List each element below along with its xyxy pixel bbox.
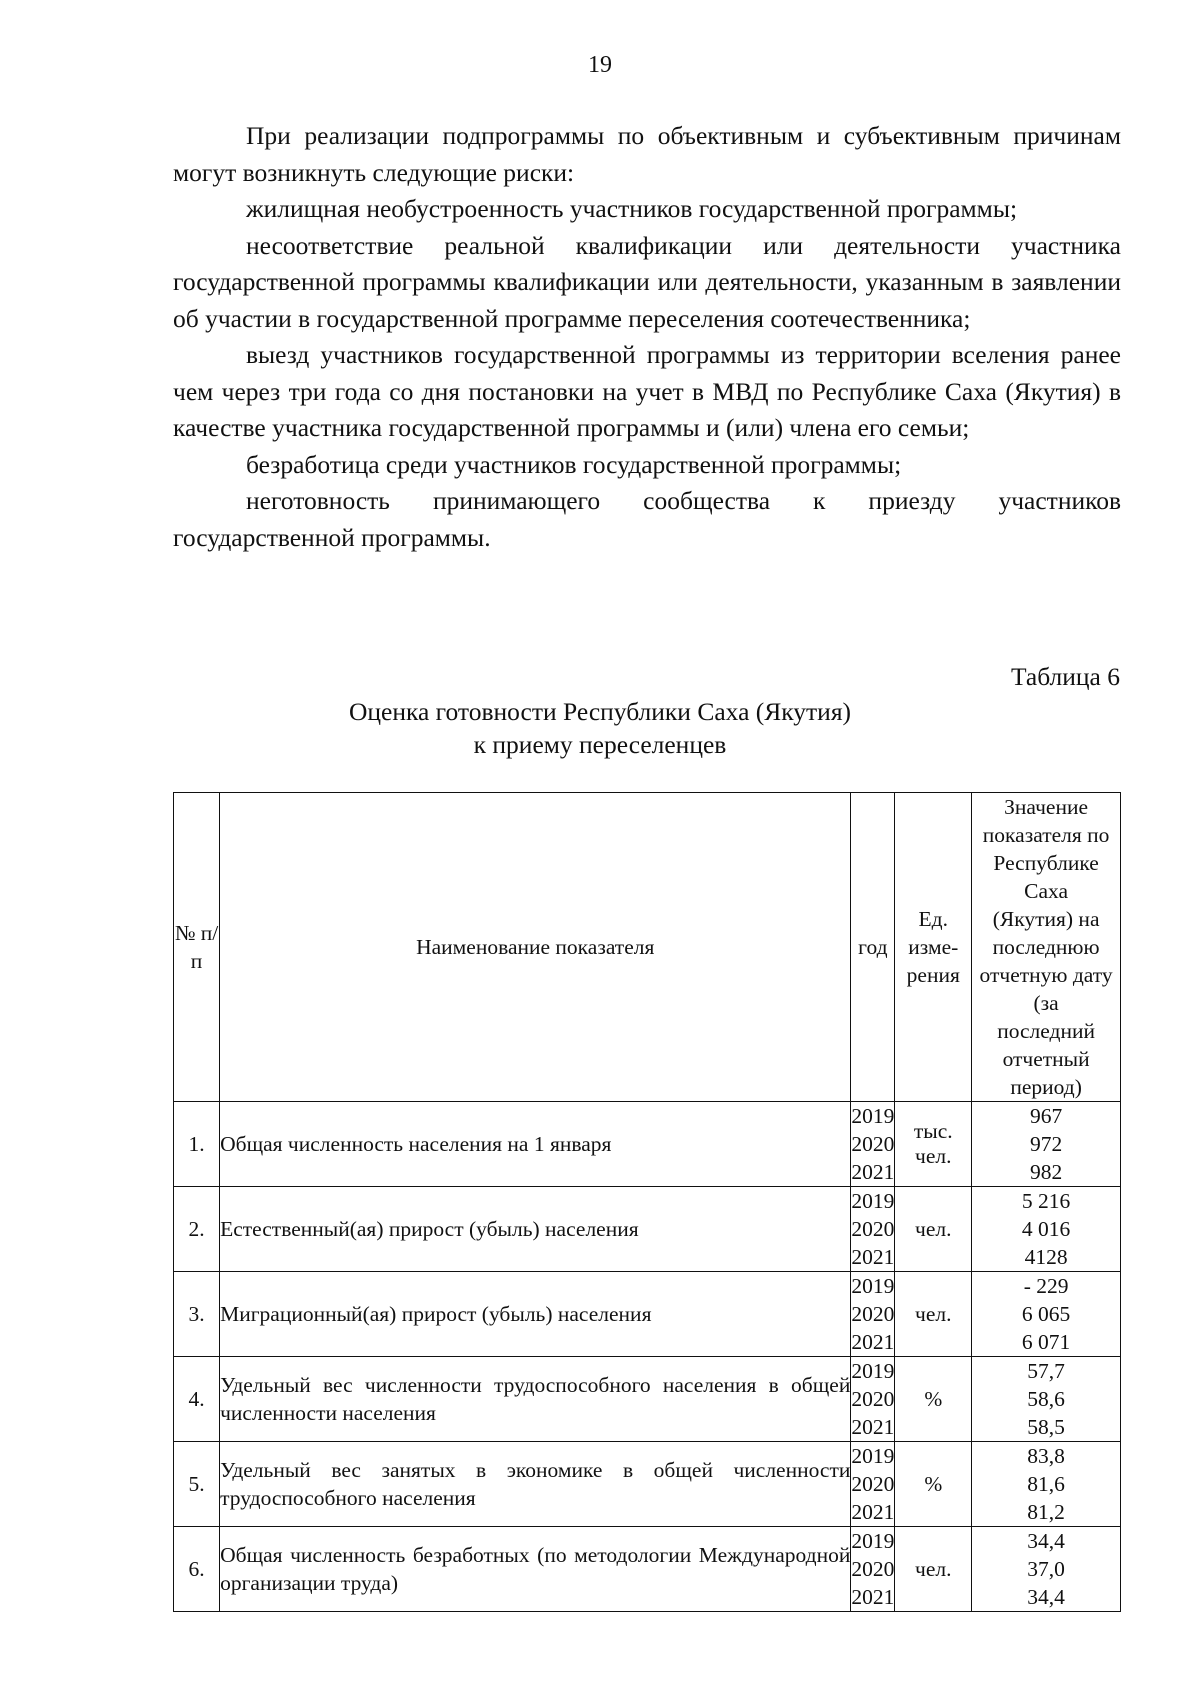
paragraph: выезд участников государственной программы из территории вселения ранее чем через три года со дня постановки на учет в МВД по Республике Саха (Якутия) в качестве участника государственной программы и (или) члена его семьи; <box>173 340 1121 442</box>
row-num: 3. <box>174 1272 220 1357</box>
row-unit: % <box>895 1357 972 1442</box>
table-title-line: Оценка готовности Республики Саха (Якутия) <box>348 697 852 726</box>
table-row <box>174 1357 1121 1442</box>
table-title-line: к приему переселенцев <box>473 730 727 759</box>
row-years <box>851 1272 895 1357</box>
header-value-line: последнюю <box>992 935 1100 959</box>
row-value: 967 <box>1029 1104 1063 1128</box>
row-value: 972 <box>1029 1132 1063 1156</box>
row-year: 2021 <box>851 1415 895 1439</box>
indicators-table <box>173 792 1121 1612</box>
header-value-line: последний <box>997 1019 1095 1043</box>
table-label: Таблица 6 <box>1010 662 1120 691</box>
row-value: 37,0 <box>1027 1557 1065 1581</box>
paragraph: безработица среди участников государственной программы; <box>246 449 902 479</box>
paragraph: жилищная необустроенность участников государственной программы; <box>246 194 1018 223</box>
row-unit: чел. <box>895 1527 972 1612</box>
row-year: 2021 <box>851 1500 895 1524</box>
row-value: 4128 <box>1024 1245 1068 1269</box>
row-value: 982 <box>1029 1160 1063 1184</box>
row-values <box>972 1187 1121 1272</box>
row-value: 34,4 <box>1027 1529 1065 1553</box>
header-value-line: отчетный период) <box>1002 1047 1090 1099</box>
row-year: 2019 <box>851 1529 895 1553</box>
row-value: 6 065 <box>1021 1302 1071 1326</box>
body-text <box>173 118 1121 556</box>
row-year: 2020 <box>851 1302 895 1326</box>
row-name: Общая численность безработных (по методологии Международной организации труда) <box>220 1527 851 1612</box>
row-value: 81,2 <box>1027 1500 1065 1524</box>
row-value: 81,6 <box>1027 1472 1065 1496</box>
table-row <box>174 1102 1121 1187</box>
row-value: 58,5 <box>1027 1415 1065 1439</box>
row-value: 58,6 <box>1027 1387 1065 1411</box>
row-years <box>851 1102 895 1187</box>
row-unit: чел. <box>895 1187 972 1272</box>
row-value: 5 216 <box>1021 1189 1071 1213</box>
paragraph: неготовность принимающего сообщества к приезду участников государственной программы. <box>173 486 1121 552</box>
row-year: 2019 <box>851 1359 895 1383</box>
row-name: Удельный вес численности трудоспособного населения в общей численности населения <box>220 1357 851 1442</box>
row-unit: % <box>895 1442 972 1527</box>
row-values <box>972 1357 1121 1442</box>
table-title <box>0 695 1200 761</box>
row-value: 57,7 <box>1027 1359 1065 1383</box>
row-year: 2020 <box>851 1387 895 1411</box>
table-row <box>174 1442 1121 1527</box>
row-values <box>972 1527 1121 1612</box>
row-year: 2019 <box>851 1444 895 1468</box>
row-year: 2020 <box>851 1217 895 1241</box>
header-name: Наименование показателя <box>220 793 851 1102</box>
row-num: 1. <box>174 1102 220 1187</box>
row-year: 2021 <box>851 1160 895 1184</box>
header-value-line: отчетную дату (за <box>979 963 1113 1015</box>
row-values <box>972 1102 1121 1187</box>
row-unit: тыс. чел. <box>895 1102 972 1187</box>
header-value-line: Республике Саха <box>993 851 1099 903</box>
row-year: 2019 <box>851 1274 895 1298</box>
row-num: 5. <box>174 1442 220 1527</box>
paragraph: При реализации подпрограммы по объективным и субъективным причинам могут возникнуть следующие риски: <box>173 121 1121 187</box>
row-value: 34,4 <box>1027 1585 1065 1609</box>
row-years <box>851 1442 895 1527</box>
row-unit: чел. <box>895 1272 972 1357</box>
row-num: 2. <box>174 1187 220 1272</box>
row-years <box>851 1357 895 1442</box>
header-value-line: показателя по <box>982 823 1110 847</box>
header-value-line: Значение <box>1004 795 1089 819</box>
header-unit <box>895 793 972 1102</box>
header-year: год <box>851 793 895 1102</box>
row-name: Миграционный(ая) прирост (убыль) населения <box>220 1272 851 1357</box>
row-year: 2020 <box>851 1557 895 1581</box>
table-row <box>174 1187 1121 1272</box>
row-year: 2020 <box>851 1472 895 1496</box>
table-header-row <box>174 793 1121 1102</box>
table-row <box>174 1527 1121 1612</box>
row-values <box>972 1272 1121 1357</box>
row-year: 2020 <box>851 1132 895 1156</box>
row-name: Естественный(ая) прирост (убыль) населения <box>220 1187 851 1272</box>
header-value-line: (Якутия) на <box>992 907 1100 931</box>
row-name: Общая численность населения на 1 января <box>220 1102 851 1187</box>
row-value: 83,8 <box>1027 1444 1065 1468</box>
page-number: 19 <box>588 52 612 78</box>
row-year: 2019 <box>851 1104 895 1128</box>
header-num: № п/п <box>174 793 220 1102</box>
row-num: 6. <box>174 1527 220 1612</box>
row-years <box>851 1187 895 1272</box>
row-year: 2021 <box>851 1585 895 1609</box>
header-value <box>972 793 1121 1102</box>
row-year: 2021 <box>851 1245 895 1269</box>
row-name: Удельный вес занятых в экономике в общей численности трудоспособного населения <box>220 1442 851 1527</box>
row-value: 4 016 <box>1021 1217 1071 1241</box>
paragraph: несоответствие реальной квалификации или деятельности участника государственной программы квалификации или деятельности, указанным в заявлении об участии в государственной программе переселения соотечественника; <box>173 230 1121 333</box>
row-num: 4. <box>174 1357 220 1442</box>
row-value: 6 071 <box>1021 1330 1071 1354</box>
header-unit-line: рения <box>906 963 960 987</box>
row-value: - 229 <box>1023 1274 1069 1298</box>
table-row <box>174 1272 1121 1357</box>
row-year: 2019 <box>851 1189 895 1213</box>
row-year: 2021 <box>851 1330 895 1354</box>
row-years <box>851 1527 895 1612</box>
row-values <box>972 1442 1121 1527</box>
header-unit-line: Ед. изме- <box>908 907 959 959</box>
